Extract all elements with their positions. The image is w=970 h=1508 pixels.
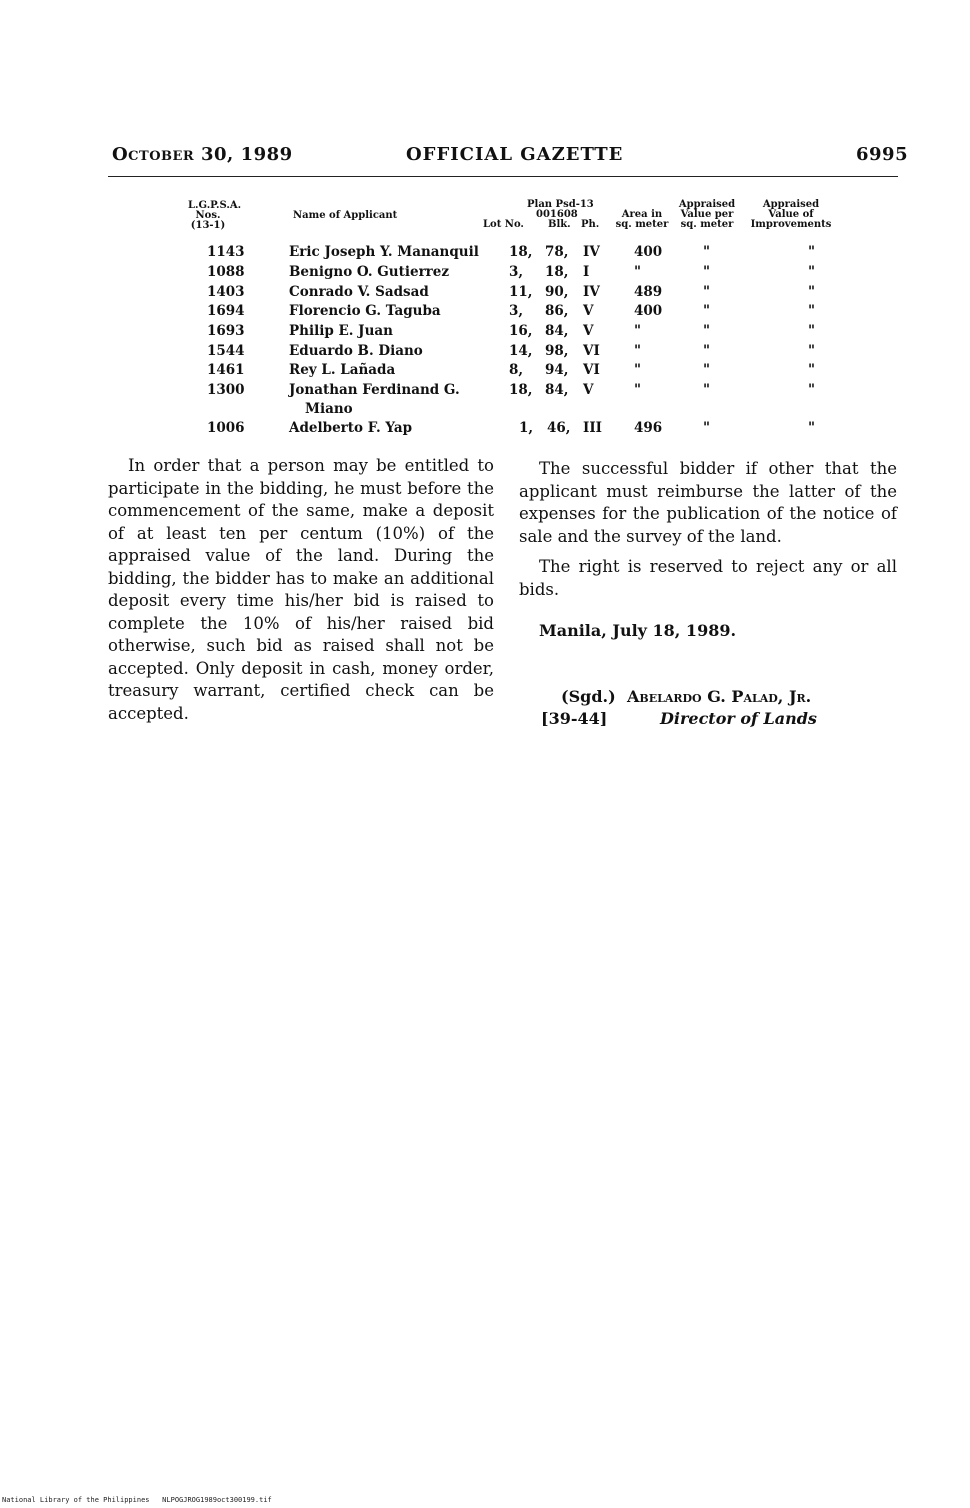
table-row — [0, 362, 970, 382]
cell-name: Florencio G. Taguba — [289, 303, 441, 319]
reference-number: [39-44] — [541, 709, 608, 728]
cell-blk: 94, — [545, 362, 569, 378]
cell-no: 1088 — [207, 264, 245, 280]
cell-ph: I — [583, 264, 590, 280]
right-column — [519, 458, 897, 609]
cell-value: " — [703, 382, 711, 398]
cell-blk: 98, — [545, 343, 569, 359]
cell-name-continued: Miano — [305, 401, 353, 417]
col-header-ph: Ph. — [581, 219, 600, 230]
cell-improvements: " — [808, 284, 816, 300]
cell-name: Eduardo B. Diano — [289, 343, 423, 359]
cell-ph: V — [583, 303, 594, 319]
cell-area: 496 — [634, 420, 663, 436]
cell-blk: 84, — [545, 382, 569, 398]
cell-improvements: " — [808, 343, 816, 359]
cell-no: 1006 — [207, 420, 245, 436]
cell-improvements: " — [808, 323, 816, 339]
cell-no: 1300 — [207, 382, 245, 398]
left-column — [108, 455, 494, 725]
col-header-plan: Plan Psd-13 — [527, 199, 594, 210]
col-header-area-line2: sq. meter — [615, 219, 669, 230]
cell-no: 1693 — [207, 323, 245, 339]
signed-mark: (Sgd.) — [561, 687, 616, 706]
cell-improvements: " — [808, 382, 816, 398]
cell-name: Adelberto F. Yap — [289, 420, 413, 436]
cell-lot: 14, — [509, 343, 533, 359]
cell-no: 1403 — [207, 284, 245, 300]
cell-improvements: " — [808, 244, 816, 260]
cell-value: " — [703, 420, 711, 436]
signatory-name: Abelardo G. Palad, Jr. — [627, 687, 812, 706]
cell-lot: 1, — [519, 420, 534, 436]
cell-blk: 46, — [547, 420, 571, 436]
cell-lot: 3, — [509, 264, 524, 280]
cell-lot: 18, — [509, 244, 533, 260]
col-header-appraised-imp-line1: Appraised — [762, 199, 820, 210]
cell-area: " — [634, 362, 642, 378]
cell-lot: 18, — [509, 382, 533, 398]
cell-no: 1461 — [207, 362, 245, 378]
col-header-appraised-value-line3: sq. meter — [680, 219, 734, 230]
cell-area: 400 — [634, 244, 663, 260]
cell-blk: 78, — [545, 244, 569, 260]
header-rule — [108, 176, 898, 177]
cell-name: Eric Joseph Y. Mananquil — [289, 244, 479, 260]
cell-blk: 18, — [545, 264, 569, 280]
col-header-appraised-imp-line3: Improvements — [750, 219, 832, 230]
col-header-lgpsa-line3: (13-1) — [190, 220, 226, 231]
cell-blk: 84, — [545, 323, 569, 339]
page-number: 6995 — [856, 144, 909, 165]
cell-lot: 16, — [509, 323, 533, 339]
col-header-lgpsa-line1: L.G.P.S.A. — [188, 200, 242, 211]
col-header-lgpsa — [188, 200, 242, 231]
col-header-area-line1: Area in — [621, 209, 663, 220]
col-header-appraised-value — [672, 200, 742, 230]
cell-ph: III — [583, 420, 602, 436]
col-header-appraised-improvements — [742, 200, 840, 230]
table-row — [0, 420, 970, 440]
cell-no: 1143 — [207, 244, 245, 260]
cell-name: Jonathan Ferdinand G. — [289, 382, 460, 398]
cell-improvements: " — [808, 420, 816, 436]
cell-area: 489 — [634, 284, 663, 300]
table-row — [0, 343, 970, 363]
cell-name: Conrado V. Sadsad — [289, 284, 429, 300]
cell-value: " — [703, 284, 711, 300]
rejection-paragraph: The right is reserved to reject any or all bids. — [519, 557, 897, 599]
col-header-lot: Lot No. — [483, 219, 524, 230]
col-header-plan-number: 001608 — [536, 209, 578, 220]
cell-value: " — [703, 343, 711, 359]
scan-footer — [2, 1496, 272, 1504]
footer-file: NLPOGJROG1989oct300199.tif — [162, 1496, 272, 1504]
cell-name: Philip E. Juan — [289, 323, 393, 339]
cell-area: " — [634, 382, 642, 398]
cell-value: " — [703, 303, 711, 319]
cell-blk: 86, — [545, 303, 569, 319]
cell-no: 1694 — [207, 303, 245, 319]
col-header-area — [613, 210, 671, 230]
col-header-appraised-value-line1: Appraised — [678, 199, 736, 210]
cell-lot: 8, — [509, 362, 524, 378]
col-header-appraised-imp-line2: Value of — [768, 209, 814, 220]
cell-ph: V — [583, 382, 594, 398]
cell-name: Rey L. Lañada — [289, 362, 396, 378]
cell-ph: V — [583, 323, 594, 339]
cell-value: " — [703, 323, 711, 339]
place-date: Manila, July 18, 1989. — [539, 621, 737, 640]
col-header-appraised-value-line2: Value per — [680, 209, 734, 220]
cell-area: " — [634, 323, 642, 339]
publication-title: OFFICIAL GAZETTE — [406, 144, 624, 165]
cell-ph: VI — [583, 362, 600, 378]
cell-blk: 90, — [545, 284, 569, 300]
cell-area: " — [634, 343, 642, 359]
issue-date: October 30, 1989 — [112, 144, 293, 165]
table-row — [0, 382, 970, 422]
cell-ph: IV — [583, 284, 600, 300]
cell-improvements: " — [808, 303, 816, 319]
cell-area: " — [634, 264, 642, 280]
cell-lot: 11, — [509, 284, 533, 300]
cell-lot: 3, — [509, 303, 524, 319]
table-row — [0, 284, 970, 304]
cell-ph: VI — [583, 343, 600, 359]
table-row — [0, 264, 970, 284]
cell-improvements: " — [808, 264, 816, 280]
cell-no: 1544 — [207, 343, 245, 359]
cell-value: " — [703, 244, 711, 260]
cell-area: 400 — [634, 303, 663, 319]
col-header-name: Name of Applicant — [293, 210, 398, 221]
col-header-lgpsa-line2: Nos. — [195, 210, 221, 221]
signatory-title: Director of Lands — [660, 709, 817, 728]
footer-source: National Library of the Philippines — [2, 1496, 150, 1504]
col-header-blk: Blk. — [548, 219, 571, 230]
table-row — [0, 323, 970, 343]
cell-value: " — [703, 362, 711, 378]
table-row — [0, 244, 970, 264]
deposit-paragraph: In order that a person may be entitled to participate in the bidding, he must before the commencement of the same, make a deposit of at least ten per centum (10%) of the appraised value of the land. During the bidding, the bidder has to make an additional deposit every time his/her bid is raised to complete the 10% of his/her raised bid otherwise, such bid as raised shall not be accepted. Only deposit in cash, money order, treasury warrant, certified check can be accepted. — [108, 456, 494, 723]
cell-improvements: " — [808, 362, 816, 378]
reimbursement-paragraph: The successful bidder if other that the applicant must reimburse the latter of the expenses for the publication of the notice of sale and the survey of the land. — [519, 459, 897, 546]
table-row — [0, 303, 970, 323]
cell-name: Benigno O. Gutierrez — [289, 264, 450, 280]
cell-value: " — [703, 264, 711, 280]
cell-ph: IV — [583, 244, 600, 260]
